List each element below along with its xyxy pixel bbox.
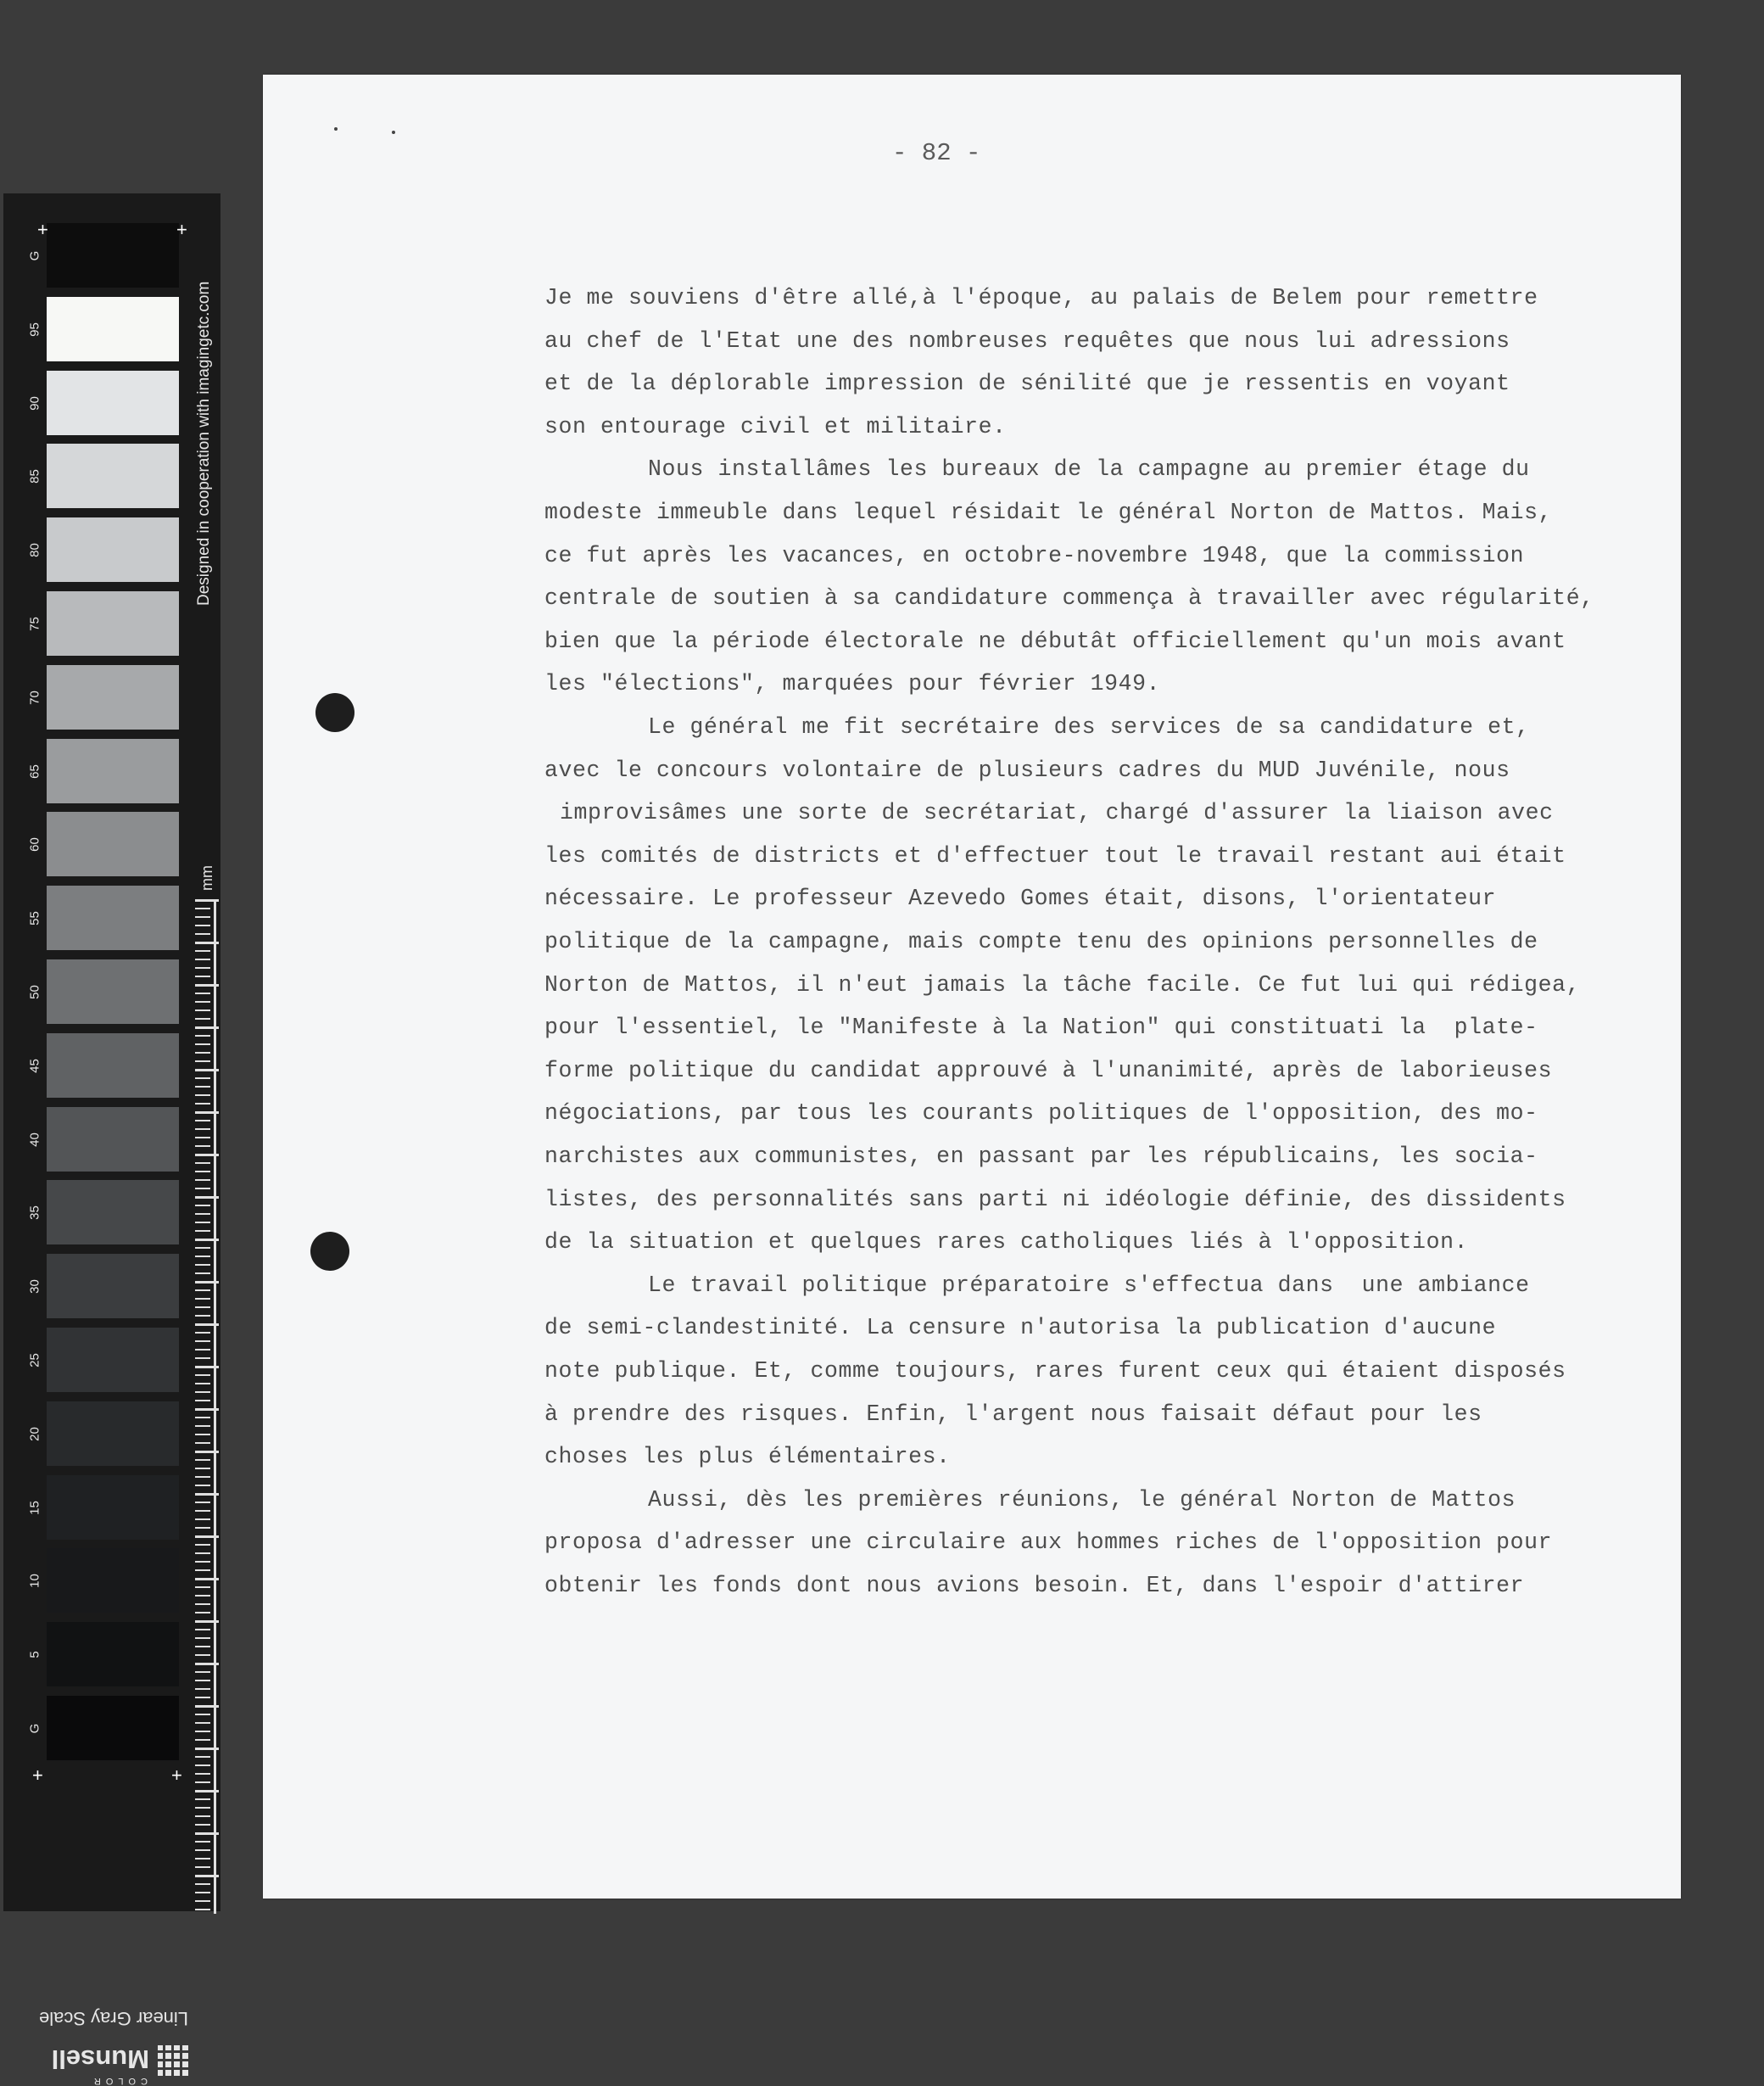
gray-patch-label: 45 [27,1058,42,1073]
page-number: - 82 - [892,139,981,167]
text-line: négociations, par tous les courants politiques de l'opposition, des mo- [544,1100,1538,1127]
text-line: de semi-clandestinité. La censure n'autorisa la publication d'aucune [544,1315,1497,1341]
text-line: listes, des personnalités sans parti ni idéologie définie, des dissidents [544,1186,1566,1212]
gray-patch-label: 60 [27,837,42,853]
registration-mark: + [171,1764,182,1786]
gray-patch-label: 55 [27,911,42,926]
paper-speck [392,131,395,134]
gray-scale-card [3,193,220,2086]
registration-mark: + [32,1764,43,1786]
text-line: obtenir les fonds dont nous avions besoin. Et, dans l'espoir d'attirer [544,1573,1525,1598]
text-line: au chef de l'Etat une des nombreuses requêtes que nous lui adressions [544,327,1510,354]
gray-patch [47,517,179,582]
gray-patch-label: 15 [27,1500,42,1515]
gray-patch-label: 90 [27,395,42,411]
gray-patch-label: 95 [27,322,42,337]
gray-patch [47,1033,179,1098]
punch-hole [315,693,354,732]
gray-patch [47,665,179,730]
gray-patch-label: 20 [27,1426,42,1441]
text-line: Norton de Mattos, il n'eut jamais la tâche facile. Ce fut lui qui rédigea, [544,971,1581,998]
gray-patch [47,591,179,656]
registration-mark: + [37,219,48,240]
gray-patch-label: 5 [27,1651,42,1658]
text-line: Je me souviens d'être allé,à l'époque, au palais de Belem pour remettre [544,285,1538,310]
gray-patch [47,371,179,435]
gray-patch-label: G [27,250,42,261]
gray-patch [47,444,179,508]
gray-patch [47,1328,179,1392]
text-line: ce fut après les vacances, en octobre-novembre 1948, que la commission [544,542,1525,568]
text-line: centrale de soutien à sa candidature commença à travailler avec régularité, [544,585,1594,612]
text-line: Nous installâmes les bureaux de la campagne au premier étage du [648,456,1530,483]
gray-patch [47,1107,179,1172]
text-line: politique de la campagne, mais compte tenu des opinions personnelles de [544,929,1538,954]
text-line: son entourage civil et militaire. [544,413,1007,439]
text-line: forme politique du candidat approuvé à l'unanimité, après de laborieuses [544,1057,1553,1083]
text-line: Le général me fit secrétaire des services de sa candidature et, [648,714,1530,740]
text-line: note publique. Et, comme toujours, rares furent ceux qui étaient disposés [544,1358,1566,1384]
registration-mark: + [176,219,187,240]
munsell-grid-icon [158,2045,188,2076]
gray-patch-label: 70 [27,690,42,705]
gray-patch [47,959,179,1024]
text-line: à prendre des risques. Enfin, l'argent nous faisait défaut pour les [544,1401,1482,1427]
gray-patch-label: G [27,1723,42,1734]
gray-patch-label: 65 [27,763,42,779]
gray-patch [47,1180,179,1244]
text-line: improvisâmes une sorte de secrétariat, chargé d'assurer la liaison avec [560,800,1554,826]
scale-title: Linear Gray Scale [38,2008,189,2029]
munsell-logo [44,2038,188,2086]
text-line: Le travail politique préparatoire s'effectua dans une ambiance [648,1272,1530,1298]
gray-patch [47,223,179,288]
gray-patch-label: 40 [27,1132,42,1147]
gray-patch-label: 75 [27,617,42,631]
text-line: avec le concours volontaire de plusieurs cadres du MUD Juvénile, nous [544,757,1510,783]
text-line: et de la déplorable impression de sénilité que je ressentis en voyant [544,371,1510,397]
gray-patch-label: 10 [27,1574,42,1589]
gray-patch [47,812,179,876]
gray-patch-label: 30 [27,1279,42,1295]
text-line: proposa d'adresser une circulaire aux hommes riches de l'opposition pour [544,1530,1553,1556]
paper-speck [334,127,338,131]
brand-name: Munsell [51,2044,149,2074]
gray-patch [47,1475,179,1540]
text-line: les comités de districts et d'effectuer tout le travail restant aui était [544,842,1566,869]
gray-patch-label: 35 [27,1205,42,1221]
gray-patch [47,1401,179,1466]
ruler-unit: mm [198,865,215,891]
text-line: nécessaire. Le professeur Azevedo Gomes était, disons, l'orientateur [544,886,1497,912]
text-line: narchistes aux communistes, en passant par les républicains, les socia- [544,1144,1538,1169]
gray-patch [47,1622,179,1686]
brand-sub: COLOR [88,2076,148,2086]
text-line: pour l'essentiel, le "Manifeste à la Nation" qui constituati la plate- [544,1015,1538,1041]
card-credit: Designed in cooperation with imagingetc.com [195,281,213,606]
text-line: les "élections", marquées pour février 1949. [544,671,1161,697]
text-line: Aussi, dès les premières réunions, le général Norton de Mattos [648,1486,1516,1513]
text-line: bien que la période électorale ne débutât officiellement qu'un mois avant [544,628,1566,654]
gray-patch [47,297,179,361]
text-line: choses les plus élémentaires. [544,1444,951,1470]
text-line: de la situation et quelques rares catholiques liés à l'opposition. [544,1229,1469,1256]
gray-patch-label: 80 [27,543,42,558]
gray-patch-label: 50 [27,985,42,999]
gray-patch [47,1548,179,1613]
gray-patch [47,1254,179,1318]
gray-patch-label: 85 [27,469,42,484]
gray-patch [47,886,179,950]
text-line: modeste immeuble dans lequel résidait le général Norton de Mattos. Mais, [544,500,1553,525]
gray-patch-label: 25 [27,1353,42,1367]
mm-ruler-edge [214,899,216,1914]
punch-hole [310,1232,349,1271]
gray-patch [47,739,179,803]
gray-patch [47,1696,179,1760]
